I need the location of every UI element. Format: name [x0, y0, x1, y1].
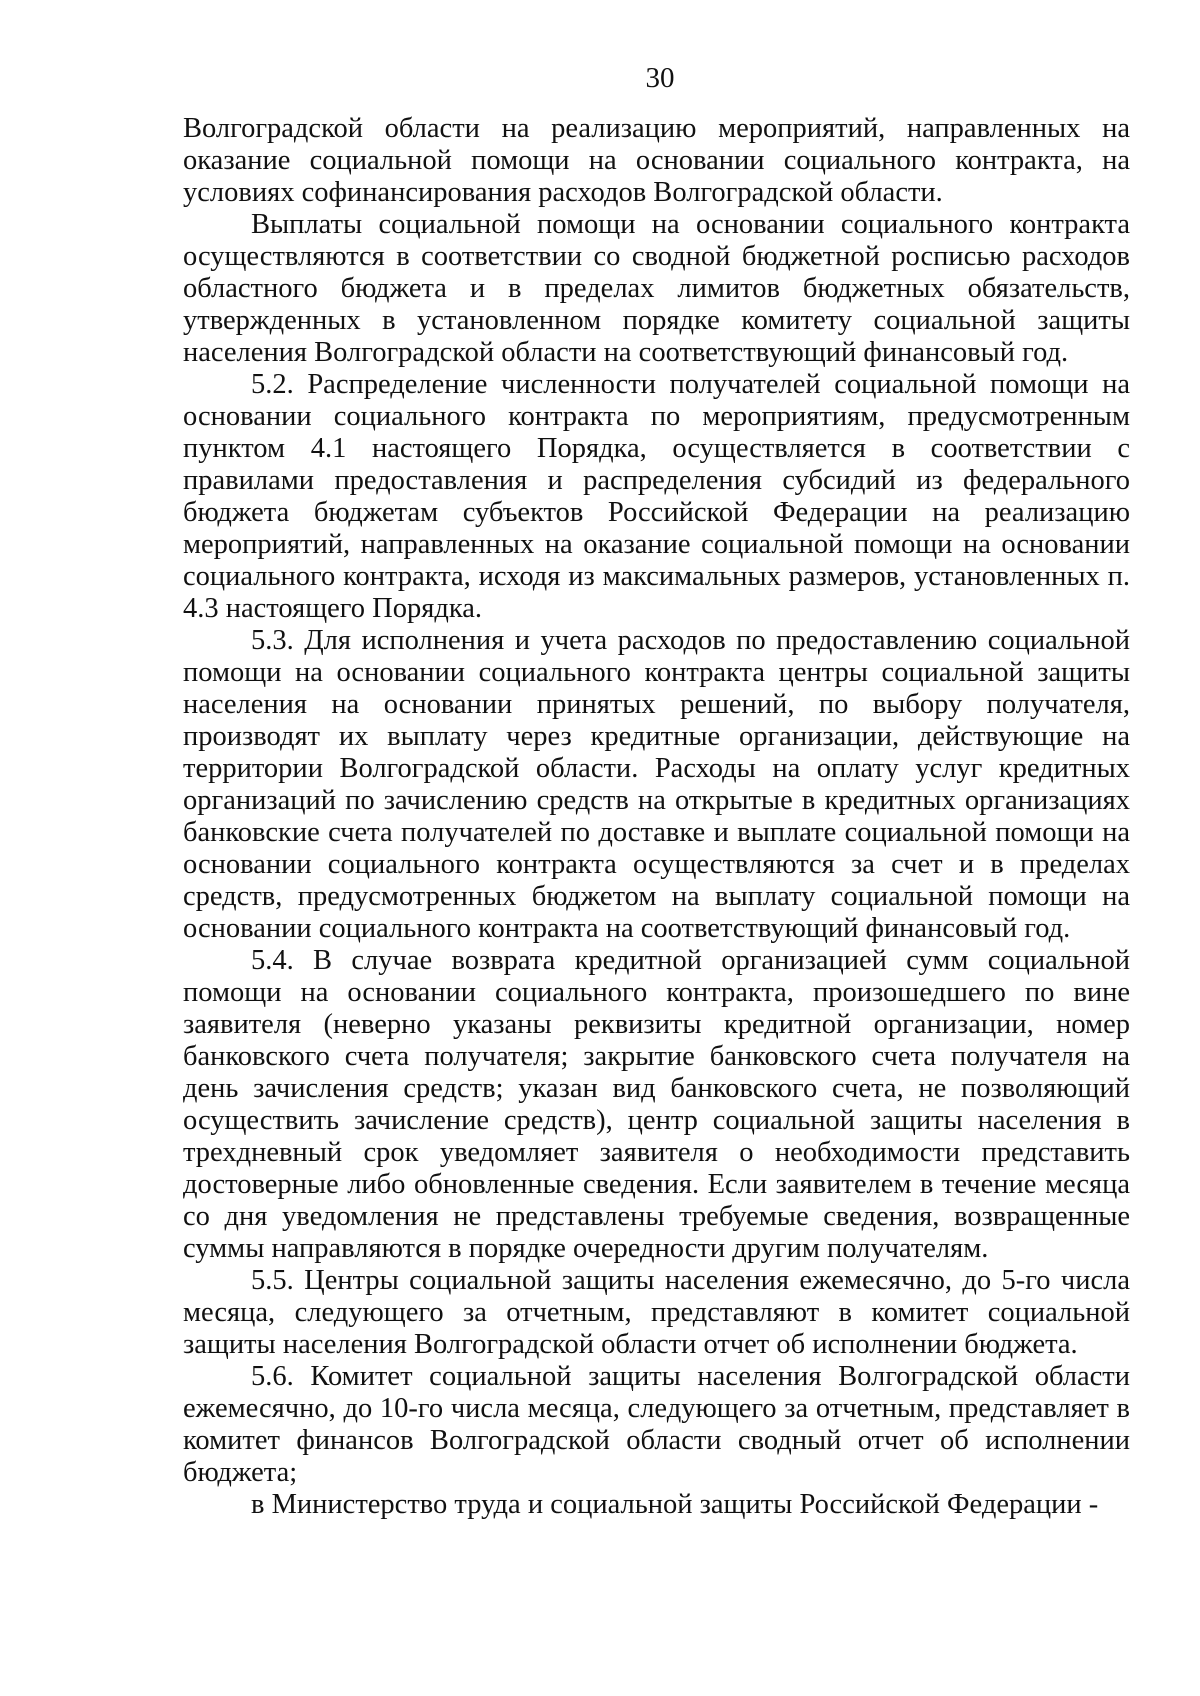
paragraph-5-4: 5.4. В случае возврата кредитной организацией сумм социальной помощи на основании социального контракта, произошедшего по вине заявителя (неверно указаны реквизиты кредитной организации, номер банковского счета получателя; закрытие банковского счета получателя на день зачисления средств; указан вид банковского счета, не позволяющий осуществить зачисление средств), центр социальной защиты населения в трехдневный срок уведомляет заявителя о необходимости представить достоверные либо обновленные сведения. Если заявителем в течение месяца со дня уведомления не представлены требуемые сведения, возвращенные суммы направляются в порядке очередности другим получателям. [183, 945, 1130, 1264]
paragraph-5-6: 5.6. Комитет социальной защиты населения Волгоградской области ежемесячно, до 10-го числа месяца, следующего за отчетным, представляет в комитет финансов Волгоградской области сводный отчет об исполнении бюджета; [183, 1361, 1130, 1488]
paragraph-ministry: в Министерство труда и социальной защиты Российской Федерации - [251, 1489, 1099, 1520]
paragraph-5-2: 5.2. Распределение численности получателей социальной помощи на основании социального контракта по мероприятиям, предусмотренным пунктом 4.1 настоящего Порядка, осуществляется в соответствии с правилами предоставления и распределения субсидий из федерального бюджета бюджетам субъектов Российской Федерации на реализацию мероприятий, направленных на оказание социальной помощи на основании социального контракта, исходя из максимальных размеров, установленных п. 4.3 настоящего Порядка. [183, 369, 1130, 624]
paragraph-5-5: 5.5. Центры социальной защиты населения ежемесячно, до 5-го числа месяца, следующего за отчетным, представляют в комитет социальной защиты населения Волгоградской области отчет об исполнении бюджета. [183, 1265, 1130, 1360]
document-body [183, 113, 1130, 1521]
paragraph-5-3: 5.3. Для исполнения и учета расходов по предоставлению социальной помощи на основании социального контракта центры социальной защиты населения на основании принятых решений, по выбору получателя, производят их выплату через кредитные организации, действующие на территории Волгоградской области. Расходы на оплату услуг кредитных организаций по зачислению средств на открытые в кредитных организациях банковские счета получателей по доставке и выплате социальной помощи на основании социального контракта осуществляются за счет и в пределах средств, предусмотренных бюджетом на выплату социальной помощи на основании социального контракта на соответствующий финансовый год. [183, 625, 1130, 944]
paragraph-continuation: Волгоградской области на реализацию мероприятий, направленных на оказание социальной помощи на основании социального контракта, на условиях софинансирования расходов Волгоградской области. [183, 113, 1130, 208]
page-number: 30 [645, 62, 675, 94]
paragraph-payments: Выплаты социальной помощи на основании социального контракта осуществляются в соответствии со сводной бюджетной росписью расходов областного бюджета и в пределах лимитов бюджетных обязательств, утвержденных в установленном порядке комитету социальной защиты населения Волгоградской области на соответствующий финансовый год. [183, 209, 1130, 368]
